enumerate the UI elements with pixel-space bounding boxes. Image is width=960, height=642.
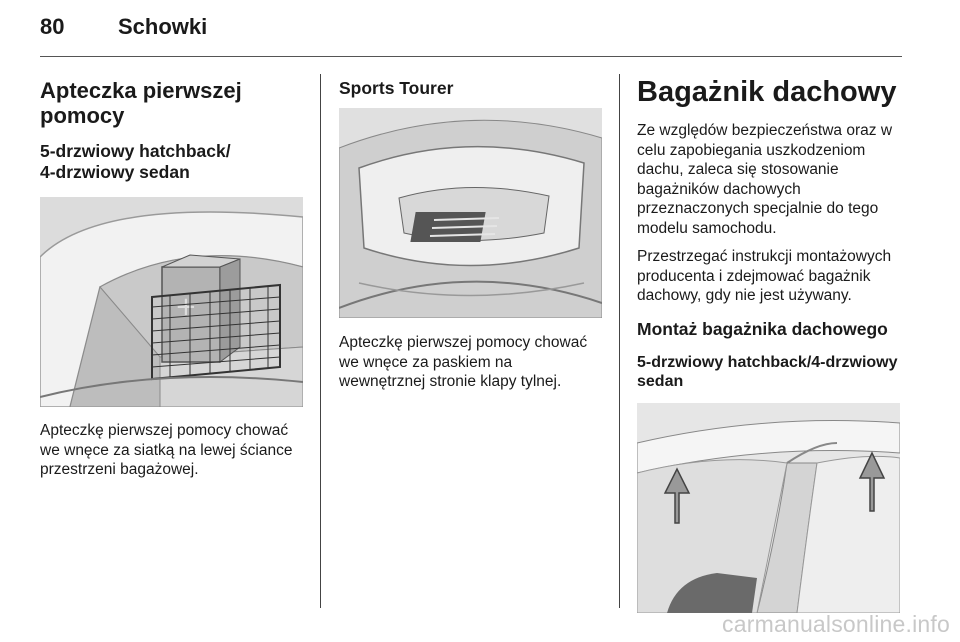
watermark: carmanualsonline.info bbox=[722, 611, 950, 637]
svg-text:+: + bbox=[175, 292, 197, 322]
subheading-sports-tourer: Sports Tourer bbox=[339, 78, 454, 98]
header-rule bbox=[40, 56, 902, 57]
section-title: Schowki bbox=[118, 14, 208, 39]
text-first-aid-sports-tourer: Apteczkę pierwszej pomocy chować we wnęce za paskiem na wewnętrznej stronie klapy tylnej. bbox=[339, 334, 588, 390]
figure-tailgate-compartment bbox=[339, 108, 602, 318]
text-first-aid-hatchback: Apteczkę pierwszej pomocy chować we wnęce za siatką na lewej ściance przestrzeni bagażowej. bbox=[40, 422, 293, 478]
subheading-hatchback-sedan: 5-drzwiowy hatchback/ 4-drzwiowy sedan bbox=[40, 141, 231, 182]
column-divider-left bbox=[320, 74, 321, 608]
column-roof-rack bbox=[637, 76, 909, 613]
tailgate-compartment-illustration bbox=[339, 108, 602, 318]
page-number: 80 bbox=[40, 14, 65, 39]
column-divider-right bbox=[619, 74, 620, 608]
subheading-roof-rack-mounting: Montaż bagażnika dachowego bbox=[637, 318, 888, 339]
roof-mounting-points-illustration bbox=[637, 403, 900, 613]
minorheading-hatchback-sedan: 5-drzwiowy hatchback/4-drzwiowy sedan bbox=[637, 353, 898, 390]
text-roof-rack-instructions: Przestrzegać instrukcji montażowych producenta i zdejmować bagażnik dachowy, gdy nie jest używany. bbox=[637, 248, 892, 304]
car-trunk-first-aid-kit-illustration bbox=[40, 197, 303, 407]
column-first-aid-hatchback bbox=[40, 78, 306, 480]
column-first-aid-sports-tourer bbox=[339, 78, 605, 392]
text-roof-rack-intro: Ze względów bezpieczeństwa oraz w celu zapobiegania uszkodzeniom dachu, zaleca się stosowanie bagażników dachowych przeznaczonych specjalnie do tego modelu samochodu. bbox=[637, 122, 893, 237]
figure-roof-mounting bbox=[637, 403, 900, 613]
figure-trunk-first-aid bbox=[40, 197, 303, 407]
heading-first-aid-kit: Apteczka pierwszej pomocy bbox=[40, 78, 242, 128]
heading-roof-rack: Bagażnik dachowy bbox=[637, 76, 897, 108]
